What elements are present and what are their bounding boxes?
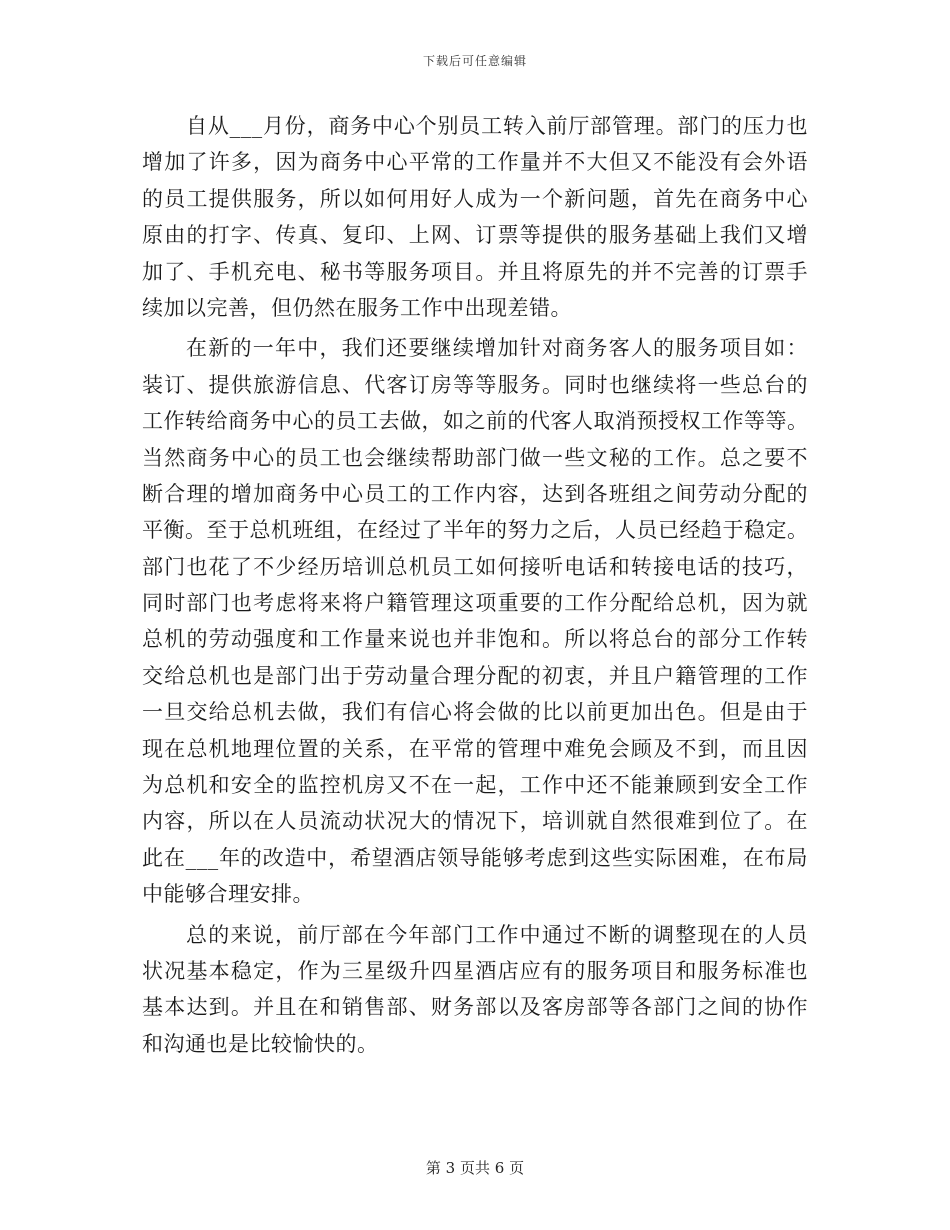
text-line: 交给总机也是部门出于劳动量合理分配的初衷，并且户籍管理的工作 bbox=[142, 663, 808, 688]
paragraph-1 bbox=[142, 108, 808, 326]
text-line: 此在___年的改造中，希望酒店领导能够考虑到这些实际困难，在布局 bbox=[142, 845, 808, 870]
text-line: 的员工提供服务，所以如何用好人成为一个新问题，首先在商务中心 bbox=[142, 186, 808, 211]
text-line: 加了、手机充电、秘书等服务项目。并且将原先的并不完善的订票手 bbox=[142, 259, 808, 284]
text-line: 续加以完善，但仍然在服务工作中出现差错。 bbox=[142, 295, 572, 320]
text-line: 装订、提供旅游信息、代客订房等等服务。同时也继续将一些总台的 bbox=[142, 372, 808, 397]
text-line: 和沟通也是比较愉快的。 bbox=[142, 1031, 379, 1056]
text-line: 状况基本稳定，作为三星级升四星酒店应有的服务项目和服务标准也 bbox=[142, 958, 808, 983]
document-body bbox=[142, 108, 808, 1062]
text-line: 断合理的增加商务中心员工的工作内容，达到各班组之间劳动分配的 bbox=[142, 481, 808, 506]
text-line: 自从___月份，商务中心个别员工转入前厅部管理。部门的压力也 bbox=[186, 114, 808, 138]
text-line: 当然商务中心的员工也会继续帮助部门做一些文秘的工作。总之要不 bbox=[142, 445, 808, 470]
text-line: 同时部门也考虑将来将户籍管理这项重要的工作分配给总机，因为就 bbox=[142, 591, 808, 616]
text-line: 内容，所以在人员流动状况大的情况下，培训就自然很难到位了。在 bbox=[142, 809, 808, 834]
text-line: 平衡。至于总机班组，在经过了半年的努力之后，人员已经趋于稳定。 bbox=[142, 518, 809, 543]
text-line: 增加了许多，因为商务中心平常的工作量并不大但又不能没有会外语 bbox=[142, 150, 808, 175]
text-line: 原由的打字、传真、复印、上网、订票等提供的服务基础上我们又增 bbox=[142, 223, 808, 248]
paragraph-3 bbox=[142, 917, 808, 1063]
page-number: 第 3 页共 6 页 bbox=[425, 1159, 525, 1177]
paragraph-2 bbox=[142, 330, 808, 912]
text-line: 总机的劳动强度和工作量来说也并非饱和。所以将总台的部分工作转 bbox=[142, 627, 808, 652]
text-line: 基本达到。并且在和销售部、财务部以及客房部等各部门之间的协作 bbox=[142, 995, 808, 1020]
text-line: 为总机和安全的监控机房又不在一起，工作中还不能兼顾到安全工作 bbox=[142, 773, 808, 798]
text-line: 工作转给商务中心的员工去做，如之前的代客人取消预授权工作等等。 bbox=[142, 409, 809, 434]
text-line: 部门也花了不少经历培训总机员工如何接听电话和转接电话的技巧， bbox=[142, 554, 808, 579]
text-line: 在新的一年中，我们还要继续增加针对商务客人的服务项目如： bbox=[186, 336, 808, 361]
text-line: 一旦交给总机去做，我们有信心将会做的比以前更加出色。但是由于 bbox=[142, 700, 808, 725]
text-line: 现在总机地理位置的关系，在平常的管理中难免会顾及不到，而且因 bbox=[142, 736, 808, 761]
text-line: 总的来说，前厅部在今年部门工作中通过不断的调整现在的人员 bbox=[186, 922, 808, 947]
text-line: 中能够合理安排。 bbox=[142, 882, 314, 907]
page-header: 下载后可任意编辑 bbox=[422, 54, 527, 68]
